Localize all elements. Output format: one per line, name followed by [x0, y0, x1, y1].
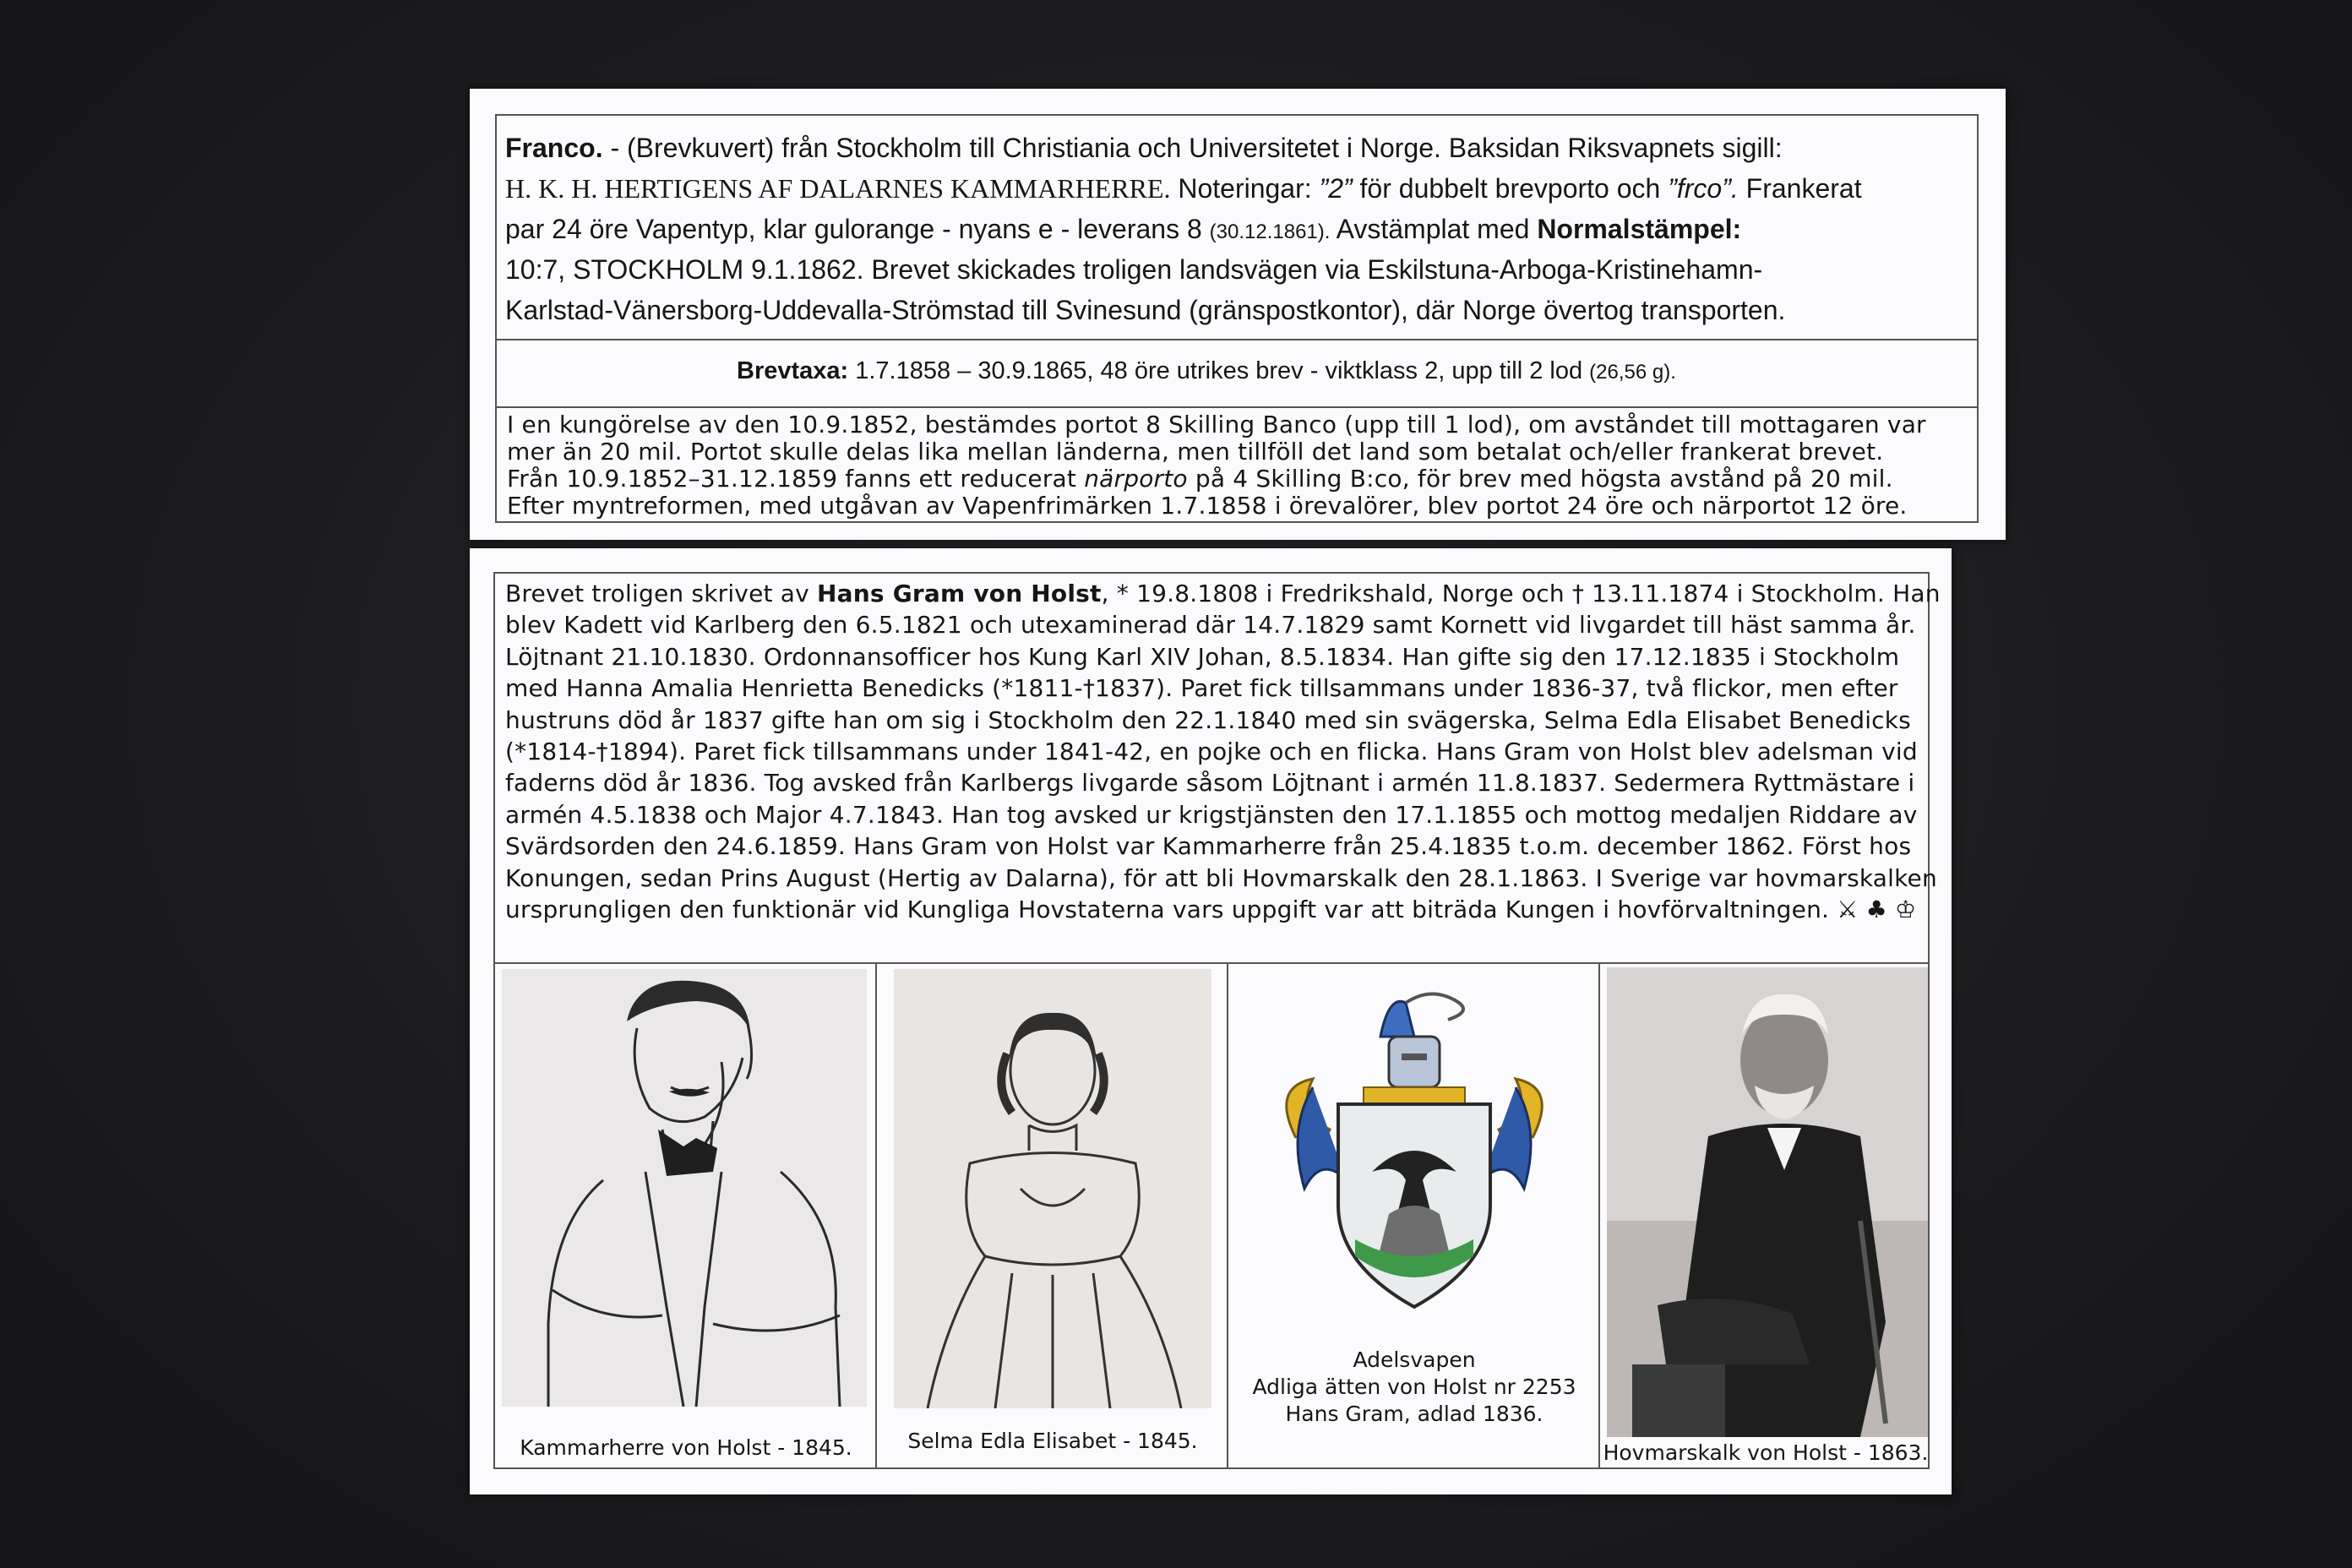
coat-of-arms-cell [1228, 962, 1600, 1469]
biography-box [493, 572, 1941, 1469]
rate-label: Brevtaxa: [737, 357, 849, 384]
text-run: Löjtnant 21.10.1830. Ordonnansofficer hos Kung Karl XIV Johan, 8.5.1834. Han gifte sig den 17.12.1835 i Stockholm [505, 642, 1900, 671]
text-run: på 4 Skilling B:co, för brev med högsta avstånd på 20 mil. [1187, 465, 1893, 493]
portrait-caption: Hovmarskalk von Holst - 1863. [1603, 1440, 1929, 1465]
portrait-caption: Kammarherre von Holst - 1845. [520, 1435, 852, 1460]
postal-rate-line [737, 354, 1676, 389]
biography-line [505, 865, 1937, 892]
cover-description-line [505, 172, 1862, 205]
cover-description-line [505, 293, 1785, 327]
biography-line [505, 644, 1899, 671]
text-run: Hans Gram von Holst [817, 580, 1102, 607]
rate-history-box [495, 408, 1979, 523]
text-run: mer än 20 mil. Portot skulle delas lika mellan länderna, men tillföll det land som betalat och/eller frankerat brevet. [507, 438, 1884, 466]
text-run: Brevet troligen skrivet av [505, 580, 818, 607]
coat-of-arms-caption [1228, 1347, 1600, 1428]
text-run: I en kungörelse av den 10.9.1852, bestämdes portot 8 Skilling Banco (upp till 1 lod), om avståndet till mottagaren var [507, 411, 1926, 438]
selma-portrait [894, 969, 1211, 1408]
text-run: - (Brevkuvert) från Stockholm till Christiania och Universitetet i Norge. Baksidan Riksvapnets sigill: [602, 133, 1783, 163]
text-run: Svärdsorden den 24.6.1859. Hans Gram von Holst var Kammarherre från 25.4.1835 t.o.m. december 1862. Först hos [505, 832, 1912, 861]
biography-line [505, 675, 1898, 702]
caption-line: Adelsvapen [1353, 1348, 1476, 1372]
text-run: H. K. H. HERTIGENS AF DALARNES KAMMARHERRE. [505, 173, 1171, 204]
text-run: armén 4.5.1838 och Major 4.7.1843. Han tog avsked ur krigstjänsten den 17.1.1855 och mottog medaljen Riddare av [505, 800, 1918, 829]
rate-weight: (26,56 g). [1589, 361, 1676, 384]
text-run: blev Kadett vid Karlberg den 6.5.1821 och utexaminerad där 14.7.1829 samt Kornett vid livgardet till häst samma år. [505, 611, 1916, 640]
biography-line [505, 802, 1918, 829]
text-run: Från 10.9.1852–31.12.1859 fanns ett reducerat [507, 465, 1085, 493]
divider [497, 339, 1977, 340]
text-run: Normalstämpel: [1537, 214, 1742, 244]
cover-description-line [505, 212, 1741, 249]
biography-card [470, 548, 1952, 1494]
portrait-cell-4 [1600, 962, 1931, 1469]
text-run: 10:7, STOCKHOLM 9.1.1862. Brevet skickades troligen landsvägen via Eskilstuna-Arboga-Kristinehamn- [505, 254, 1763, 285]
text-run: Frankerat [1738, 173, 1862, 204]
text-run: ursprungligen den funktionär vid Kungliga Hovstaterna vars uppgift var att biträda Kungen i hovförvaltningen. ⚔ ♣ ♔ [505, 896, 1917, 923]
cover-description-line [505, 131, 1783, 165]
biography-line [505, 833, 1911, 860]
text-run: par 24 öre Vapentyp, klar gulorange - nyans e - leverans 8 [505, 214, 1210, 244]
biography-line [505, 896, 1916, 923]
text-run: närporto [1084, 465, 1188, 493]
biography-line [505, 770, 1914, 797]
text-run: ”2” [1319, 173, 1353, 204]
caption-line: Hans Gram, adlad 1836. [1285, 1402, 1544, 1426]
portrait-cell-2 [877, 962, 1228, 1469]
text-run: (30.12.1861). [1209, 220, 1331, 243]
text-run: för dubbelt brevporto och [1352, 173, 1669, 204]
text-run: faderns död år 1836. Tog avsked från Karlbergs livgarde såsom Löjtnant i armén 11.8.1837. Sedermera Ryttmästare i [505, 769, 1915, 798]
text-run: , * 19.8.1808 i Fredrikshald, Norge och † 13.11.1874 i Stockholm. Han [1101, 580, 1941, 607]
biography-line [505, 738, 1918, 765]
hovmarskalk-photo [1607, 967, 1928, 1437]
kammarherre-portrait [502, 969, 867, 1407]
biography-line [505, 707, 1911, 734]
rate-history-line [507, 438, 1883, 466]
portrait-cell-1 [495, 962, 877, 1469]
portrait-caption: Selma Edla Elisabet - 1845. [907, 1429, 1198, 1453]
cover-description-box [495, 114, 1979, 408]
text-run: Konungen, sedan Prins August (Hertig av Dalarna), för att bli Hovmarskalk den 28.1.1863. I Sverige var hovmarskalken [505, 863, 1937, 892]
rate-text: 1.7.1858 – 30.9.1865, 48 öre utrikes brev - viktklass 2, upp till 2 lod [848, 357, 1590, 384]
text-run: Efter myntreformen, med utgåvan av Vapenfrimärken 1.7.1858 i örevalörer, blev portot 24 öre och närportot 12 öre. [507, 492, 1908, 520]
rate-history-line [507, 466, 1893, 493]
rate-history-line [507, 493, 1908, 520]
text-run: Noteringar: [1170, 173, 1320, 204]
biography-line [505, 612, 1916, 639]
postal-history-card [470, 89, 2006, 540]
text-run: Avstämplat med [1330, 214, 1538, 244]
caption-line: Adliga ätten von Holst nr 2253 [1252, 1375, 1576, 1399]
text-run: Karlstad-Vänersborg-Uddevalla-Strömstad till Svinesund (gränspostkontor), där Norge övertog transporten. [505, 295, 1786, 325]
text-run: med Hanna Amalia Henrietta Benedicks (*1811-†1837). Paret fick tillsammans under 1836-37, två flickor, men efter [505, 674, 1898, 703]
text-run: ”frco”. [1668, 173, 1739, 204]
rate-history-line [507, 411, 1926, 438]
coat-of-arms-icon [1262, 986, 1566, 1341]
text-run: Franco. [505, 133, 603, 163]
text-run: (*1814-†1894). Paret fick tillsammans under 1841-42, en pojke och en flicka. Hans Gram von Holst blev adelsman vid [505, 738, 1918, 765]
biography-line [505, 580, 1941, 607]
cover-description-line [505, 253, 1762, 286]
text-run: hustruns död år 1837 gifte han om sig i Stockholm den 22.1.1840 med sin svägerska, Selma Edla Elisabet Benedicks [505, 705, 1911, 734]
